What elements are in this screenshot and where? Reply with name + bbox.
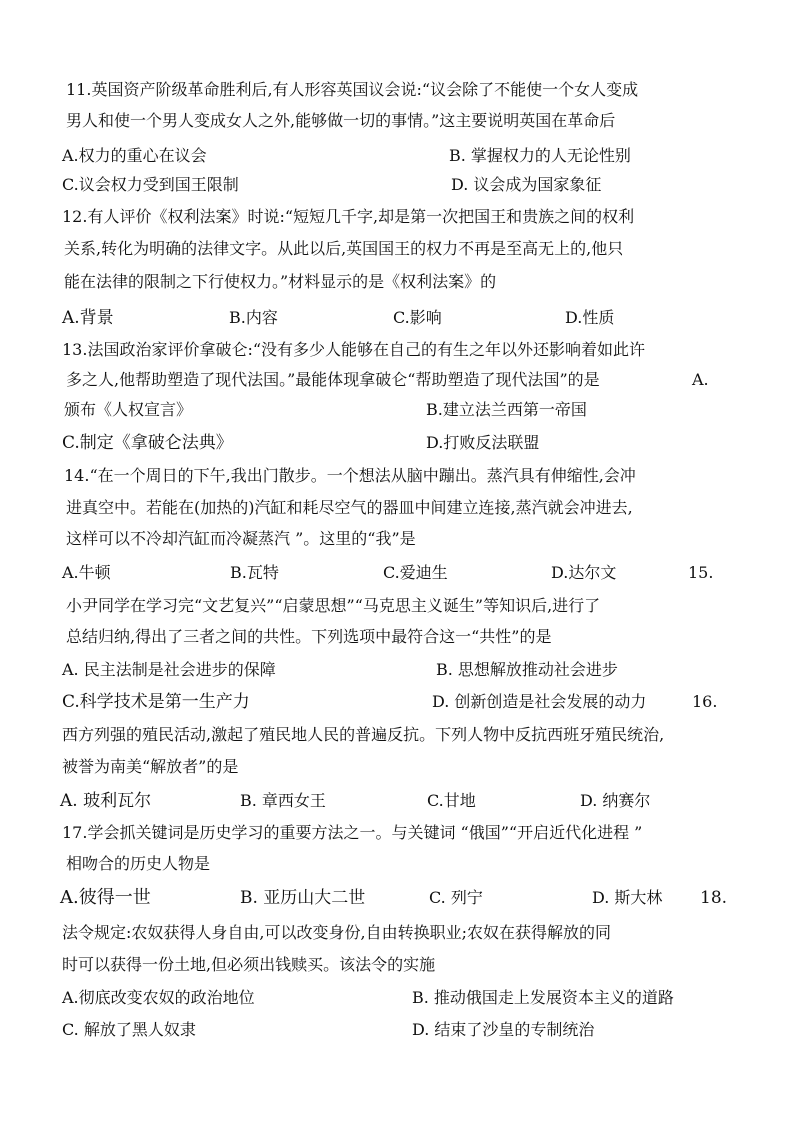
q11-option-b: B. 掌握权力的人无论性别 (449, 146, 631, 165)
q16-option-c: C.甘地 (427, 791, 476, 810)
q18-option-c: C. 解放了黑人奴隶 (62, 1020, 196, 1039)
q16-option-d: D. 纳赛尔 (580, 791, 651, 810)
q17-option-a: A.彼得一世 (60, 887, 151, 908)
q15-stem-line1: 小尹同学在学习完“文艺复兴”“启蒙思想”“马克思主义诞生”等知识后,进行了 (66, 596, 601, 615)
q13-stem-line1: 13.法国政治家评价拿破仑:“没有多少人能够在自己的有生之年以外还影响着如此许 (62, 340, 646, 359)
q18-stem-line2: 时可以获得一份土地,但必须出钱赎买。该法令的实施 (62, 955, 436, 974)
q14-option-b: B.瓦特 (230, 563, 279, 582)
q13-option-a-label: A. (692, 370, 709, 389)
q15-option-a: A. 民主法制是社会进步的保障 (62, 660, 276, 679)
q15-option-b: B. 思想解放推动社会进步 (436, 660, 618, 679)
q12-stem-line3: 能在法律的限制之下行使权力。”材料显示的是《权利法案》的 (64, 272, 497, 291)
q17-stem-line1: 17.学会抓关键词是历史学习的重要方法之一。与关键词 “俄国”“开启近代化进程 ” (62, 823, 643, 842)
q15-number: 15. (688, 563, 714, 582)
q16-number: 16. (692, 692, 718, 711)
q13-option-b: B.建立法兰西第一帝国 (426, 400, 587, 419)
q18-option-d: D. 结束了沙皇的专制统治 (412, 1020, 595, 1039)
q17-stem-line2: 相吻合的历史人物是 (66, 854, 211, 873)
q18-option-b: B. 推动俄国走上发展资本主义的道路 (412, 988, 674, 1007)
q15-option-c: C.科学技术是第一生产力 (62, 692, 250, 712)
q15-stem-line2: 总结归纳,得出了三者之间的共性。下列选项中最符合这一“共性”的是 (66, 627, 552, 646)
q11-option-d: D. 议会成为国家象征 (451, 175, 602, 194)
q14-option-a: A.牛顿 (62, 563, 111, 582)
q18-option-a: A.彻底改变农奴的政治地位 (62, 988, 255, 1007)
q12-option-c: C.影响 (393, 308, 442, 327)
q14-option-d: D.达尔文 (551, 563, 617, 582)
q14-stem-line2: 进真空中。若能在(加热的)汽缸和耗尽空气的器皿中间建立连接,蒸汽就会冲进去, (66, 498, 633, 517)
q11-option-a: A.权力的重心在议会 (62, 146, 207, 165)
q12-stem-line2: 关系,转化为明确的法律文字。从此以后,英国国王的权力不再是至高无上的,他只 (64, 239, 624, 258)
q13-option-d: D.打败反法联盟 (426, 433, 540, 452)
q13-option-a: 颁布《人权宣言》 (64, 400, 193, 419)
q13-stem-line2: 多之人,他帮助塑造了现代法国。”最能体现拿破仑“帮助塑造了现代法国”的是 (66, 370, 600, 389)
q18-stem-line1: 法令规定:农奴获得人身自由,可以改变身份,自由转换职业;农奴在获得解放的同 (62, 923, 611, 942)
q14-stem-line3: 这样可以不冷却汽缸而冷凝蒸汽 ”。这里的“我”是 (66, 529, 416, 548)
q12-option-b: B.内容 (229, 308, 278, 327)
q11-stem-line1: 11.英国资产阶级革命胜利后,有人形容英国议会说:“议会除了不能使一个女人变成 (66, 80, 639, 99)
q14-option-c: C.爱迪生 (383, 563, 448, 582)
q18-number: 18. (700, 888, 728, 908)
q12-option-d: D.性质 (565, 308, 615, 327)
q17-option-d: D. 斯大林 (592, 888, 663, 907)
q16-stem-line1: 西方列强的殖民活动,激起了殖民地人民的普遍反抗。下列人物中反抗西班牙殖民统治, (62, 725, 665, 744)
q16-stem-line2: 被誉为南美“解放者”的是 (62, 757, 239, 776)
q12-option-a: A.背景 (62, 308, 114, 328)
q16-option-a: A. 玻利瓦尔 (60, 791, 152, 811)
q14-stem-line1: 14.“在一个周日的下午,我出门散步。一个想法从脑中蹦出。蒸汽具有伸缩性,会冲 (64, 466, 636, 485)
q12-stem-line1: 12.有人评价《权利法案》时说:“短短几千字,却是第一次把国王和贵族之间的权利 (62, 207, 635, 226)
q17-option-b: B. 亚历山大二世 (240, 888, 366, 908)
q16-option-b: B. 章西女王 (240, 791, 326, 810)
q15-option-d: D. 创新创造是社会发展的动力 (432, 692, 647, 711)
q17-option-c: C. 列宁 (429, 888, 483, 907)
q11-stem-line2: 男人和使一个男人变成女人之外,能够做一切的事情。”这主要说明英国在革命后 (66, 111, 616, 130)
q13-option-c: C.制定《拿破仑法典》 (62, 433, 233, 453)
q11-option-c: C.议会权力受到国王限制 (62, 175, 239, 194)
